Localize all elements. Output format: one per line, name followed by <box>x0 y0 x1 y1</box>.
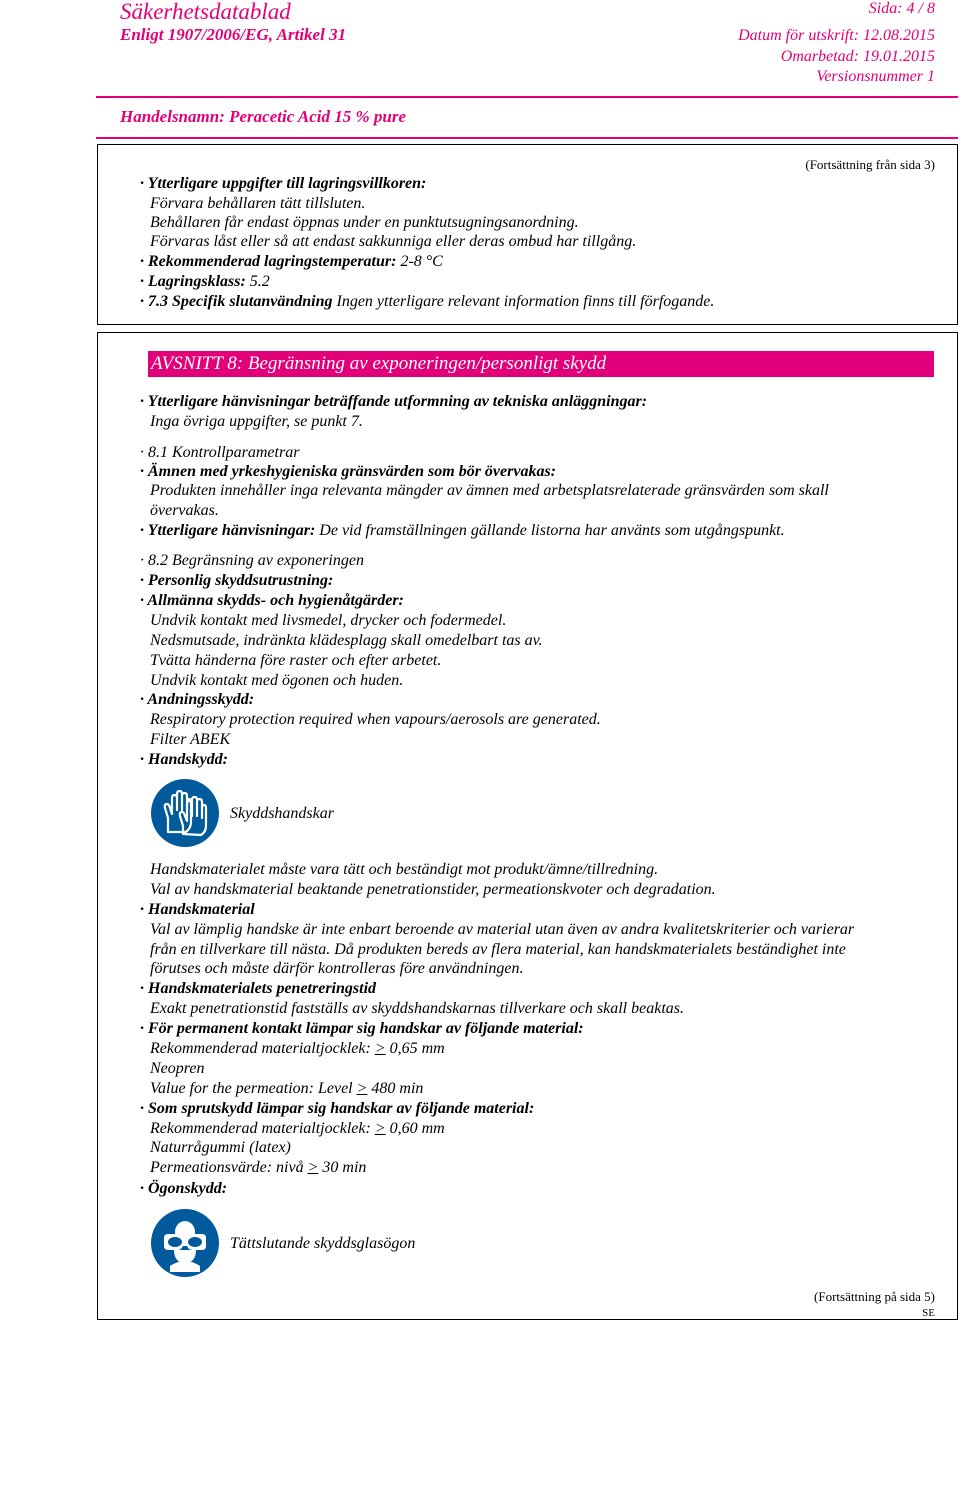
tech-label: · Ytterligare hänvisningar beträffande utformning av tekniska anläggningar: <box>140 393 648 410</box>
perm-value-label: Value for the permeation: Level <box>150 1080 353 1097</box>
splash-material: Naturrågummi (latex) <box>150 1139 291 1156</box>
resp-line: Filter ABEK <box>150 731 231 748</box>
class-value: 5.2 <box>249 273 270 290</box>
perm-thickness-value: 0,65 mm <box>389 1040 445 1057</box>
continued-from: (Fortsättning från sida 3) <box>805 157 935 172</box>
resp-label: · Andningsskydd: <box>140 691 255 708</box>
limits-value: Produkten innehåller inga relevanta mängder av ämnen med arbetsplatsrelaterade gränsvärden som skall <box>150 482 829 499</box>
trade-name: Handelsnamn: Peracetic Acid 15 % pure <box>120 107 406 126</box>
storage-line: Förvara behållaren tätt tillsluten. <box>150 195 366 212</box>
class-label: · Lagringsklass: <box>140 273 246 290</box>
resp-line: Respiratory protection required when vapours/aerosols are generated. <box>150 711 601 728</box>
gte-symbol: > <box>307 1159 319 1176</box>
ppe-label: · Personlig skyddsutrustning: <box>140 572 334 589</box>
version-number: Versionsnummer 1 <box>816 68 935 85</box>
gloves-caption: Skyddshandskar <box>230 805 334 822</box>
hygiene-label: · Allmänna skydds- och hygienåtgärder: <box>140 592 404 609</box>
use-value: Ingen ytterligare relevant information finns till förfogande. <box>336 293 715 310</box>
limits-label: · Ämnen med yrkeshygieniska gränsvärden som bör övervakas: <box>140 463 556 480</box>
hygiene-line: Undvik kontakt med ögonen och huden. <box>150 672 404 689</box>
print-date: Datum för utskrift: 12.08.2015 <box>738 27 935 44</box>
material-line: från en tillverkare till nästa. Då produkten bereds av flera material, kan handskmaterialets beständighet inte <box>150 941 846 958</box>
gte-symbol: > <box>374 1040 386 1057</box>
storage-label: · Ytterligare uppgifter till lagringsvillkoren: <box>140 175 427 192</box>
language-code: SE <box>922 1307 935 1319</box>
goggles-caption: Tättslutande skyddsglasögon <box>230 1235 416 1252</box>
penetration-value: Exakt penetrationstid fastställs av skyddshandskarnas tillverkare och skall beaktas. <box>150 1000 684 1017</box>
perm-material: Neopren <box>150 1060 205 1077</box>
storage-line: Förvaras låst eller så att endast sakkunniga eller deras ombud har tillgång. <box>150 233 637 250</box>
tech-value: Inga övriga uppgifter, se punkt 7. <box>150 413 363 430</box>
splash-value-label: Permeationsvärde: nivå <box>150 1159 304 1176</box>
hand-label: · Handskydd: <box>140 751 228 768</box>
permanent-contact-label: · För permanent kontakt lämpar sig handskar av följande material: <box>140 1020 584 1037</box>
gte-symbol: > <box>356 1080 368 1097</box>
gte-symbol: > <box>374 1120 386 1137</box>
material-line: förutses och måste därför kontrolleras före användningen. <box>150 960 524 977</box>
hygiene-line: Tvätta händerna före raster och efter arbetet. <box>150 652 442 669</box>
penetration-label: · Handskmaterialets penetreringstid <box>140 980 377 997</box>
temp-value: 2-8 °C <box>400 253 443 270</box>
splash-thickness-value: 0,60 mm <box>389 1120 445 1137</box>
section-8-1-heading: · 8.1 Kontrollparametrar <box>140 444 300 461</box>
glove-line: Handskmaterialet måste vara tätt och beständigt mot produkt/ämne/tillredning. <box>150 861 659 878</box>
refs-value: De vid framställningen gällande listorna har använts som utgångspunkt. <box>319 522 785 539</box>
document-title: Säkerhetsdatablad <box>120 0 291 24</box>
material-line: Val av lämplig handske är inte enbart beroende av material utan även av andra kvalitetskriterier och varierar <box>150 921 855 938</box>
temp-label: · Rekommenderad lagringstemperatur: <box>140 253 397 270</box>
splash-label: · Som sprutskydd lämpar sig handskar av följande material: <box>140 1100 535 1117</box>
gloves-icon <box>150 778 220 848</box>
storage-line: Behållaren får endast öppnas under en punktutsugningsanordning. <box>150 214 579 231</box>
use-label: · 7.3 Specifik slutanvändning <box>140 293 333 310</box>
header-rule <box>96 96 958 98</box>
perm-thickness-label: Rekommenderad materialtjocklek: <box>150 1040 371 1057</box>
hygiene-line: Undvik kontakt med livsmedel, drycker och fodermedel. <box>150 612 507 629</box>
limits-value-cont: övervakas. <box>150 502 219 519</box>
hygiene-line: Nedsmutsade, indränkta klädesplagg skall omedelbart tas av. <box>150 632 543 649</box>
page-number: Sida: 4 / 8 <box>868 0 935 17</box>
revised-date: Omarbetad: 19.01.2015 <box>780 48 935 65</box>
refs-label: · Ytterligare hänvisningar: <box>140 522 316 539</box>
regulation-reference: Enligt 1907/2006/EG, Artikel 31 <box>120 25 347 44</box>
eye-label: · Ögonskydd: <box>140 1180 228 1197</box>
section-8-2-heading: · 8.2 Begränsning av exponeringen <box>140 552 364 569</box>
splash-value: 30 min <box>322 1159 367 1176</box>
goggles-icon <box>150 1208 220 1278</box>
perm-value: 480 min <box>371 1080 424 1097</box>
section8-title: AVSNITT 8: Begränsning av exponeringen/personligt skydd <box>148 351 934 377</box>
splash-thickness-label: Rekommenderad materialtjocklek: <box>150 1120 371 1137</box>
trade-rule <box>96 137 958 139</box>
glove-line: Val av handskmaterial beaktande penetrationstider, permeationskvoter och degradation. <box>150 881 716 898</box>
material-label: · Handskmaterial <box>140 901 255 918</box>
continued-on: (Fortsättning på sida 5) <box>814 1289 935 1304</box>
